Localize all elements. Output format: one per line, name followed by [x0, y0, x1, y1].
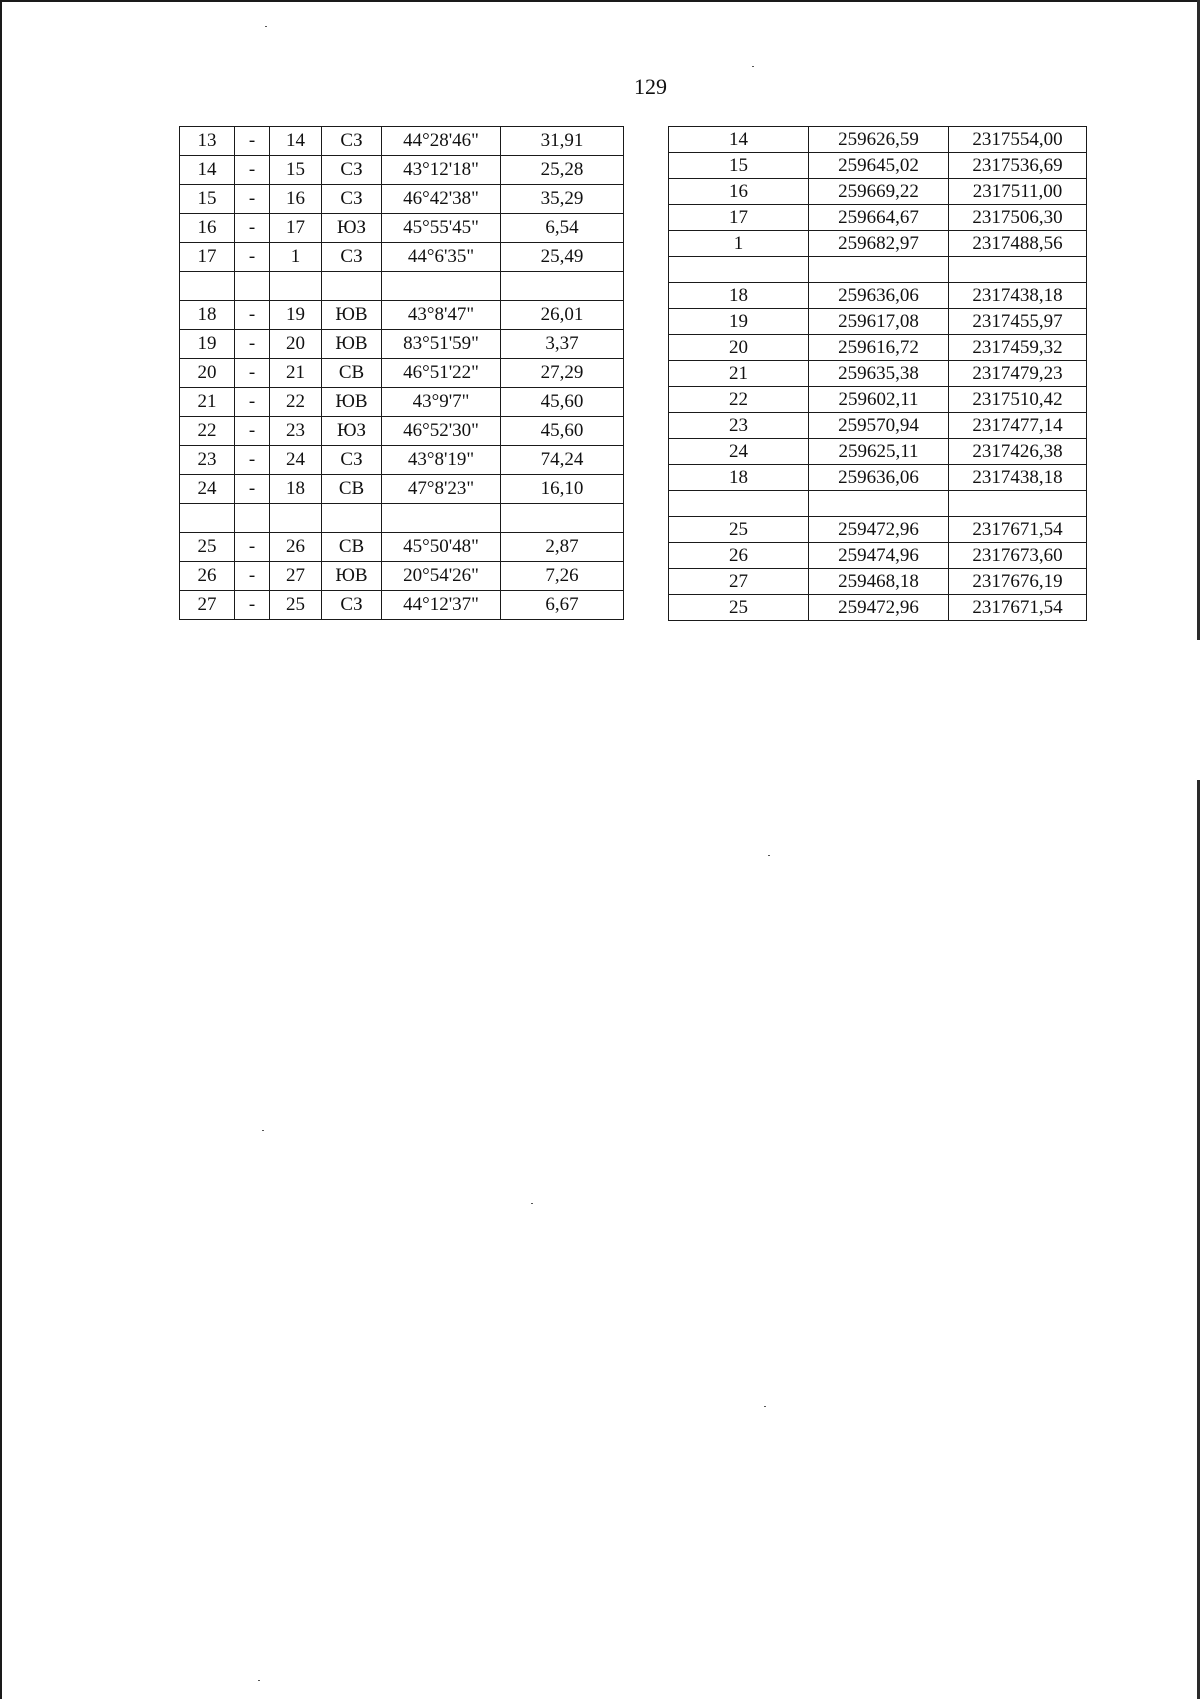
scan-speck [262, 1130, 264, 1131]
point-number-cell: 21 [669, 361, 809, 387]
table-row [180, 156, 624, 185]
direction-cell [322, 504, 382, 533]
scan-border-gap [1196, 640, 1200, 780]
y-coordinate-cell [949, 257, 1087, 283]
bearing-angle-cell: 46°42'38" [382, 185, 501, 214]
point-number-cell: 22 [669, 387, 809, 413]
table-row [669, 569, 1087, 595]
y-coordinate-cell: 2317671,54 [949, 595, 1087, 621]
direction-cell: СЗ [322, 127, 382, 156]
to-point-cell: 25 [270, 591, 322, 620]
point-number-cell: 25 [669, 517, 809, 543]
distance-cell: 6,67 [501, 591, 624, 620]
y-coordinate-cell: 2317438,18 [949, 465, 1087, 491]
direction-cell: ЮЗ [322, 417, 382, 446]
x-coordinate-cell: 259669,22 [809, 179, 949, 205]
bearings-table [179, 126, 624, 620]
page-number: 129 [634, 74, 667, 99]
dash-cell: - [235, 388, 270, 417]
table-row [669, 179, 1087, 205]
dash-cell: - [235, 533, 270, 562]
scan-speck [265, 26, 267, 27]
dash-cell: - [235, 417, 270, 446]
table-row [669, 335, 1087, 361]
direction-cell: ЮВ [322, 388, 382, 417]
distance-cell: 2,87 [501, 533, 624, 562]
distance-cell: 3,37 [501, 330, 624, 359]
dash-cell: - [235, 446, 270, 475]
table-row [180, 330, 624, 359]
to-point-cell: 22 [270, 388, 322, 417]
x-coordinate-cell: 259636,06 [809, 465, 949, 491]
direction-cell: СЗ [322, 243, 382, 272]
y-coordinate-cell: 2317459,32 [949, 335, 1087, 361]
point-number-cell: 19 [669, 309, 809, 335]
direction-cell: СЗ [322, 185, 382, 214]
table-row [180, 504, 624, 533]
x-coordinate-cell: 259635,38 [809, 361, 949, 387]
direction-cell: ЮЗ [322, 214, 382, 243]
direction-cell: СЗ [322, 591, 382, 620]
bearing-angle-cell: 20°54'26" [382, 562, 501, 591]
point-number-cell: 16 [669, 179, 809, 205]
distance-cell: 7,26 [501, 562, 624, 591]
y-coordinate-cell: 2317676,19 [949, 569, 1087, 595]
table-row [180, 533, 624, 562]
point-number-cell: 20 [669, 335, 809, 361]
to-point-cell: 26 [270, 533, 322, 562]
bearing-angle-cell [382, 272, 501, 301]
distance-cell: 25,28 [501, 156, 624, 185]
dash-cell: - [235, 359, 270, 388]
distance-cell: 26,01 [501, 301, 624, 330]
table-row [180, 301, 624, 330]
x-coordinate-cell: 259636,06 [809, 283, 949, 309]
distance-cell: 16,10 [501, 475, 624, 504]
from-point-cell: 26 [180, 562, 235, 591]
direction-cell: ЮВ [322, 330, 382, 359]
distance-cell: 45,60 [501, 388, 624, 417]
dash-cell: - [235, 185, 270, 214]
table-row [180, 591, 624, 620]
table-row [180, 562, 624, 591]
y-coordinate-cell: 2317479,23 [949, 361, 1087, 387]
to-point-cell: 15 [270, 156, 322, 185]
scan-speck [768, 855, 770, 856]
point-number-cell: 14 [669, 127, 809, 153]
table-row [180, 475, 624, 504]
from-point-cell: 14 [180, 156, 235, 185]
scan-border-left [0, 0, 2, 1699]
bearing-angle-cell: 44°6'35" [382, 243, 501, 272]
x-coordinate-cell: 259625,11 [809, 439, 949, 465]
y-coordinate-cell: 2317511,00 [949, 179, 1087, 205]
x-coordinate-cell: 259474,96 [809, 543, 949, 569]
bearing-angle-cell: 46°51'22" [382, 359, 501, 388]
direction-cell [322, 272, 382, 301]
to-point-cell: 1 [270, 243, 322, 272]
dash-cell: - [235, 475, 270, 504]
dash-cell: - [235, 330, 270, 359]
to-point-cell: 24 [270, 446, 322, 475]
from-point-cell: 18 [180, 301, 235, 330]
x-coordinate-cell: 259472,96 [809, 517, 949, 543]
from-point-cell: 19 [180, 330, 235, 359]
from-point-cell: 15 [180, 185, 235, 214]
table-row [669, 283, 1087, 309]
from-point-cell: 20 [180, 359, 235, 388]
table-row [669, 465, 1087, 491]
point-number-cell: 1 [669, 231, 809, 257]
x-coordinate-cell: 259570,94 [809, 413, 949, 439]
to-point-cell [270, 272, 322, 301]
table-row [669, 205, 1087, 231]
dash-cell: - [235, 156, 270, 185]
to-point-cell: 16 [270, 185, 322, 214]
to-point-cell: 19 [270, 301, 322, 330]
table-row [180, 388, 624, 417]
from-point-cell: 16 [180, 214, 235, 243]
x-coordinate-cell: 259626,59 [809, 127, 949, 153]
to-point-cell: 18 [270, 475, 322, 504]
direction-cell: СЗ [322, 446, 382, 475]
table-row [669, 595, 1087, 621]
scan-speck [258, 1680, 260, 1681]
bearing-angle-cell: 44°12'37" [382, 591, 501, 620]
y-coordinate-cell: 2317488,56 [949, 231, 1087, 257]
table-row [180, 127, 624, 156]
distance-cell: 31,91 [501, 127, 624, 156]
table-row [180, 446, 624, 475]
dash-cell: - [235, 301, 270, 330]
point-number-cell: 15 [669, 153, 809, 179]
x-coordinate-cell: 259468,18 [809, 569, 949, 595]
x-coordinate-cell: 259645,02 [809, 153, 949, 179]
bearing-angle-cell: 46°52'30" [382, 417, 501, 446]
bearing-angle-cell: 45°55'45" [382, 214, 501, 243]
y-coordinate-cell: 2317536,69 [949, 153, 1087, 179]
from-point-cell: 23 [180, 446, 235, 475]
distance-cell [501, 272, 624, 301]
table-row [669, 361, 1087, 387]
bearing-angle-cell: 43°9'7" [382, 388, 501, 417]
from-point-cell [180, 504, 235, 533]
distance-cell: 6,54 [501, 214, 624, 243]
to-point-cell: 27 [270, 562, 322, 591]
distance-cell: 74,24 [501, 446, 624, 475]
to-point-cell: 23 [270, 417, 322, 446]
table-row [669, 127, 1087, 153]
direction-cell: СВ [322, 475, 382, 504]
table-row [669, 309, 1087, 335]
distance-cell [501, 504, 624, 533]
point-number-cell: 25 [669, 595, 809, 621]
y-coordinate-cell: 2317426,38 [949, 439, 1087, 465]
bearings-table-body [180, 127, 624, 620]
from-point-cell: 21 [180, 388, 235, 417]
direction-cell: СВ [322, 533, 382, 562]
table-row [180, 272, 624, 301]
y-coordinate-cell: 2317671,54 [949, 517, 1087, 543]
from-point-cell: 17 [180, 243, 235, 272]
bearing-angle-cell: 44°28'46" [382, 127, 501, 156]
table-row [669, 413, 1087, 439]
to-point-cell [270, 504, 322, 533]
table-row [669, 231, 1087, 257]
dash-cell: - [235, 127, 270, 156]
x-coordinate-cell: 259682,97 [809, 231, 949, 257]
x-coordinate-cell [809, 491, 949, 517]
to-point-cell: 20 [270, 330, 322, 359]
scan-border-top [0, 0, 1200, 2]
dash-cell: - [235, 243, 270, 272]
x-coordinate-cell: 259602,11 [809, 387, 949, 413]
distance-cell: 25,49 [501, 243, 624, 272]
dash-cell: - [235, 591, 270, 620]
x-coordinate-cell: 259664,67 [809, 205, 949, 231]
scan-speck [531, 1203, 533, 1204]
table-row [669, 439, 1087, 465]
y-coordinate-cell: 2317673,60 [949, 543, 1087, 569]
coordinates-table [668, 126, 1087, 621]
y-coordinate-cell: 2317510,42 [949, 387, 1087, 413]
bearing-angle-cell: 83°51'59" [382, 330, 501, 359]
dash-cell: - [235, 214, 270, 243]
point-number-cell: 18 [669, 465, 809, 491]
distance-cell: 45,60 [501, 417, 624, 446]
from-point-cell [180, 272, 235, 301]
y-coordinate-cell: 2317506,30 [949, 205, 1087, 231]
point-number-cell: 27 [669, 569, 809, 595]
y-coordinate-cell: 2317554,00 [949, 127, 1087, 153]
direction-cell: СЗ [322, 156, 382, 185]
point-number-cell [669, 257, 809, 283]
table-row [180, 243, 624, 272]
point-number-cell: 17 [669, 205, 809, 231]
direction-cell: ЮВ [322, 301, 382, 330]
from-point-cell: 13 [180, 127, 235, 156]
bearing-angle-cell: 45°50'48" [382, 533, 501, 562]
to-point-cell: 17 [270, 214, 322, 243]
point-number-cell: 18 [669, 283, 809, 309]
point-number-cell: 26 [669, 543, 809, 569]
dash-cell [235, 272, 270, 301]
x-coordinate-cell: 259617,08 [809, 309, 949, 335]
table-row [669, 257, 1087, 283]
dash-cell [235, 504, 270, 533]
bearing-angle-cell: 47°8'23" [382, 475, 501, 504]
y-coordinate-cell [949, 491, 1087, 517]
point-number-cell: 24 [669, 439, 809, 465]
table-row [669, 153, 1087, 179]
dash-cell: - [235, 562, 270, 591]
bearing-angle-cell: 43°8'47" [382, 301, 501, 330]
point-number-cell [669, 491, 809, 517]
y-coordinate-cell: 2317438,18 [949, 283, 1087, 309]
table-row [180, 185, 624, 214]
direction-cell: ЮВ [322, 562, 382, 591]
from-point-cell: 24 [180, 475, 235, 504]
to-point-cell: 14 [270, 127, 322, 156]
bearing-angle-cell: 43°12'18" [382, 156, 501, 185]
x-coordinate-cell: 259616,72 [809, 335, 949, 361]
from-point-cell: 25 [180, 533, 235, 562]
y-coordinate-cell: 2317477,14 [949, 413, 1087, 439]
table-row [669, 387, 1087, 413]
from-point-cell: 27 [180, 591, 235, 620]
scan-speck [752, 66, 754, 67]
point-number-cell: 23 [669, 413, 809, 439]
to-point-cell: 21 [270, 359, 322, 388]
table-row [180, 417, 624, 446]
direction-cell: СВ [322, 359, 382, 388]
table-row [669, 491, 1087, 517]
y-coordinate-cell: 2317455,97 [949, 309, 1087, 335]
x-coordinate-cell [809, 257, 949, 283]
table-row [669, 543, 1087, 569]
table-row [180, 359, 624, 388]
bearing-angle-cell: 43°8'19" [382, 446, 501, 475]
bearing-angle-cell [382, 504, 501, 533]
table-row [180, 214, 624, 243]
scan-speck [764, 1406, 766, 1407]
table-row [669, 517, 1087, 543]
from-point-cell: 22 [180, 417, 235, 446]
x-coordinate-cell: 259472,96 [809, 595, 949, 621]
coordinates-table-body [669, 127, 1087, 621]
distance-cell: 27,29 [501, 359, 624, 388]
distance-cell: 35,29 [501, 185, 624, 214]
